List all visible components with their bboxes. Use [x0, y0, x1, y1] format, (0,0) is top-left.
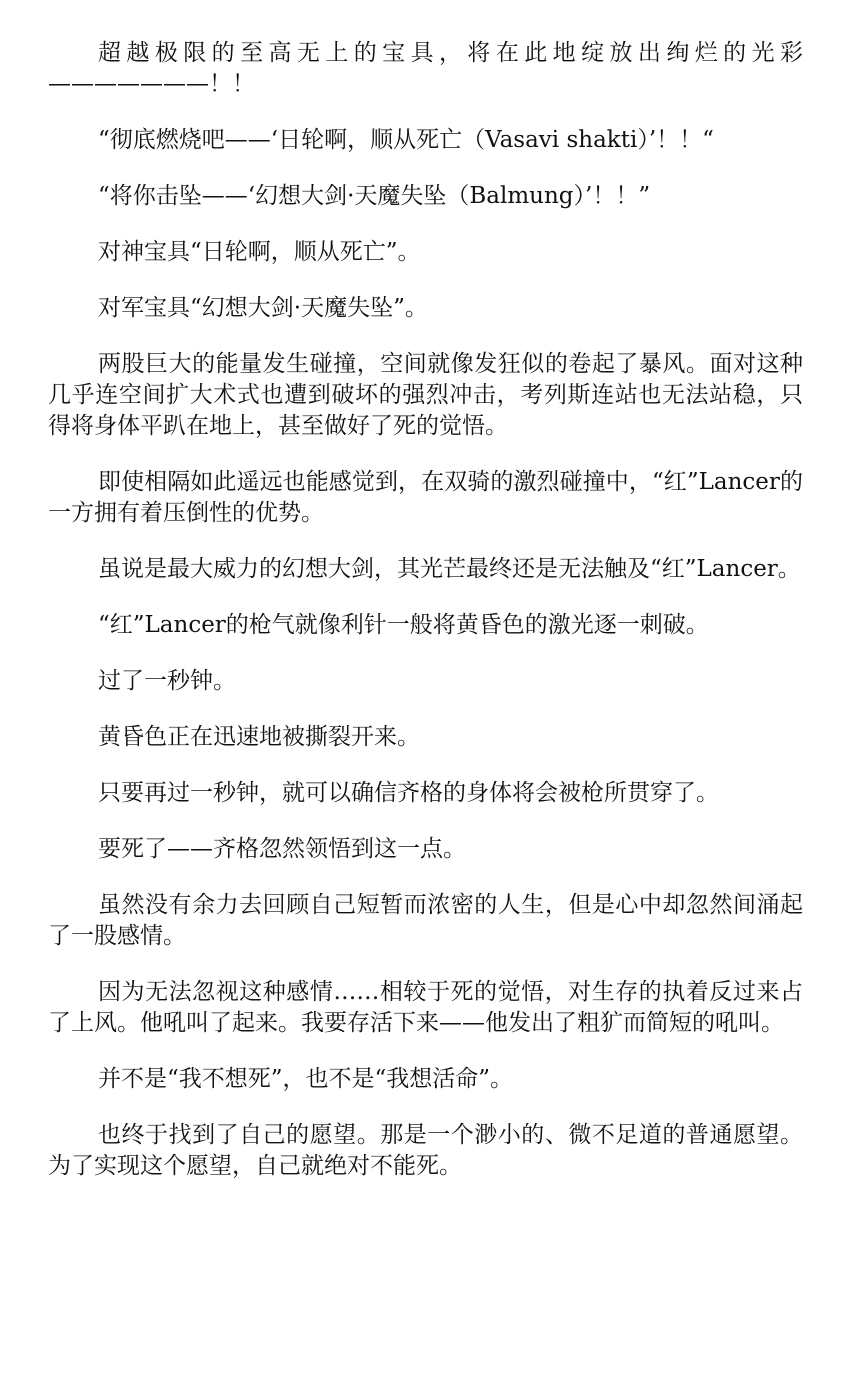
paragraph: 因为无法忽视这种感情……相较于死的觉悟，对生存的执着反过来占了上风。他吼叫了起来。我要存活下来——他发出了粗犷而简短的吼叫。 [48, 979, 803, 1036]
paragraph: 超越极限的至高无上的宝具，将在此地绽放出绚烂的光彩———————！！ [48, 40, 803, 97]
paragraph: “将你击坠——‘幻想大剑·天魔失坠（Balmung）’！！” [98, 183, 651, 209]
paragraph: 只要再过一秒钟，就可以确信齐格的身体将会被枪所贯穿了。 [98, 780, 719, 806]
paragraph: 过了一秒钟。 [98, 668, 236, 694]
paragraph: “彻底燃烧吧——‘日轮啊，顺从死亡（Vasavi shakti）’！！“ [98, 127, 714, 153]
document-body [48, 38, 803, 1207]
paragraph: 虽说是最大威力的幻想大剑，其光芒最终还是无法触及“红”Lancer。 [98, 556, 801, 582]
paragraph: 对军宝具“幻想大剑·天魔失坠”。 [98, 295, 428, 321]
paragraph: 两股巨大的能量发生碰撞，空间就像发狂似的卷起了暴风。面对这种几乎连空间扩大术式也遭到破坏的强烈冲击，考列斯连站也无法站稳，只得将身体平趴在地上，甚至做好了死的觉悟。 [48, 351, 803, 439]
paragraph: 对神宝具“日轮啊，顺从死亡”。 [98, 239, 421, 265]
paragraph: 要死了——齐格忽然领悟到这一点。 [98, 836, 466, 862]
paragraph: “红”Lancer的枪气就像利针一般将黄昏色的激光逐一刺破。 [98, 612, 709, 638]
paragraph: 并不是“我不想死”，也不是“我想活命”。 [98, 1066, 514, 1092]
paragraph: 即使相隔如此遥远也能感觉到，在双骑的激烈碰撞中，“红”Lancer的一方拥有着压倒性的优势。 [48, 469, 803, 526]
paragraph: 也终于找到了自己的愿望。那是一个渺小的、微不足道的普通愿望。为了实现这个愿望，自己就绝对不能死。 [48, 1122, 803, 1179]
paragraph: 黄昏色正在迅速地被撕裂开来。 [98, 724, 420, 750]
paragraph: 虽然没有余力去回顾自己短暂而浓密的人生，但是心中却忽然间涌起了一股感情。 [48, 892, 803, 949]
